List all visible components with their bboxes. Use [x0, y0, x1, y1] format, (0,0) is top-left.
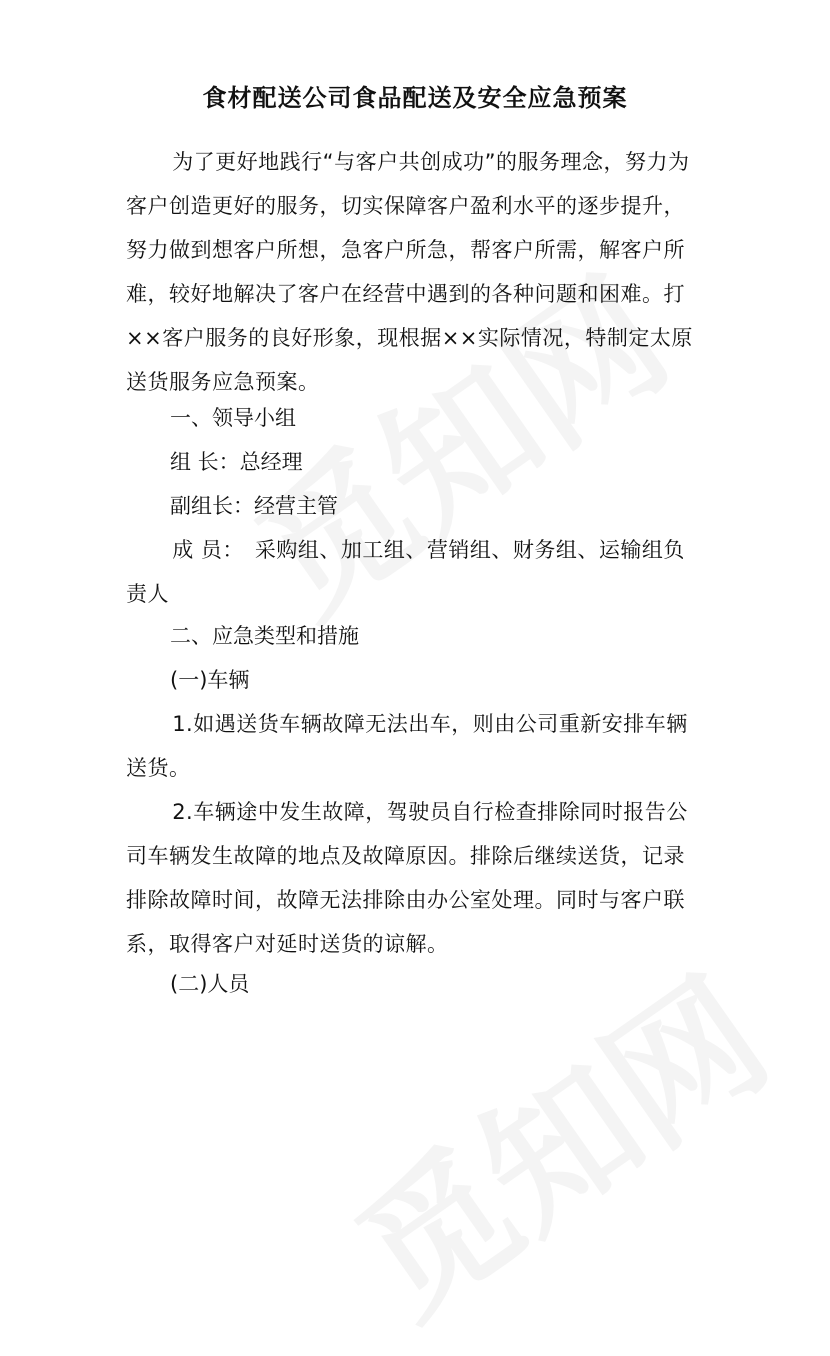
intro-paragraph: 为了更好地践行“与客户共创成功”的服务理念，努力为客户创造更好的服务，切实保障客户盈利水平的逐步提升，努力做到想客户所想，急客户所急，帮客户所需，解客户所难，较好地解决了客户在经营中遇到的各种问题和困难。打××客户服务的良好形象，现根据××实际情况，特制定太原送货服务应急预案。	[126, 150, 693, 394]
deputy-line: 副组长：经营主管	[170, 494, 338, 518]
document-title: 食材配送公司食品配送及安全应急预案	[202, 84, 628, 112]
members-paragraph: 成 员： 采购组、加工组、营销组、财务组、运输组负责人	[126, 538, 685, 606]
members-block	[126, 528, 706, 616]
item2-paragraph: 2.车辆途中发生故障，驾驶员自行检查排除同时报告公司车辆发生故障的地点及故障原因。排除后继续送货，记录排除故障时间，故障无法排除由办公室处理。同时与客户联系，取得客户对延时送货的谅解。	[126, 800, 688, 956]
watermark-bottom	[309, 920, 802, 1355]
section1-heading: 一、领导小组	[170, 406, 296, 430]
intro-block	[126, 140, 706, 404]
item1-paragraph: 1.如遇送货车辆故障无法出车，则由公司重新安排车辆送货。	[126, 712, 688, 780]
item2-block	[126, 790, 706, 966]
section2-heading: 二、应急类型和措施	[170, 624, 359, 648]
item1-block	[126, 702, 706, 790]
subsection-vehicle: (一)车辆	[170, 668, 250, 692]
subsection-personnel: (二)人员	[170, 972, 250, 996]
leader-line: 组 长：总经理	[170, 450, 303, 474]
